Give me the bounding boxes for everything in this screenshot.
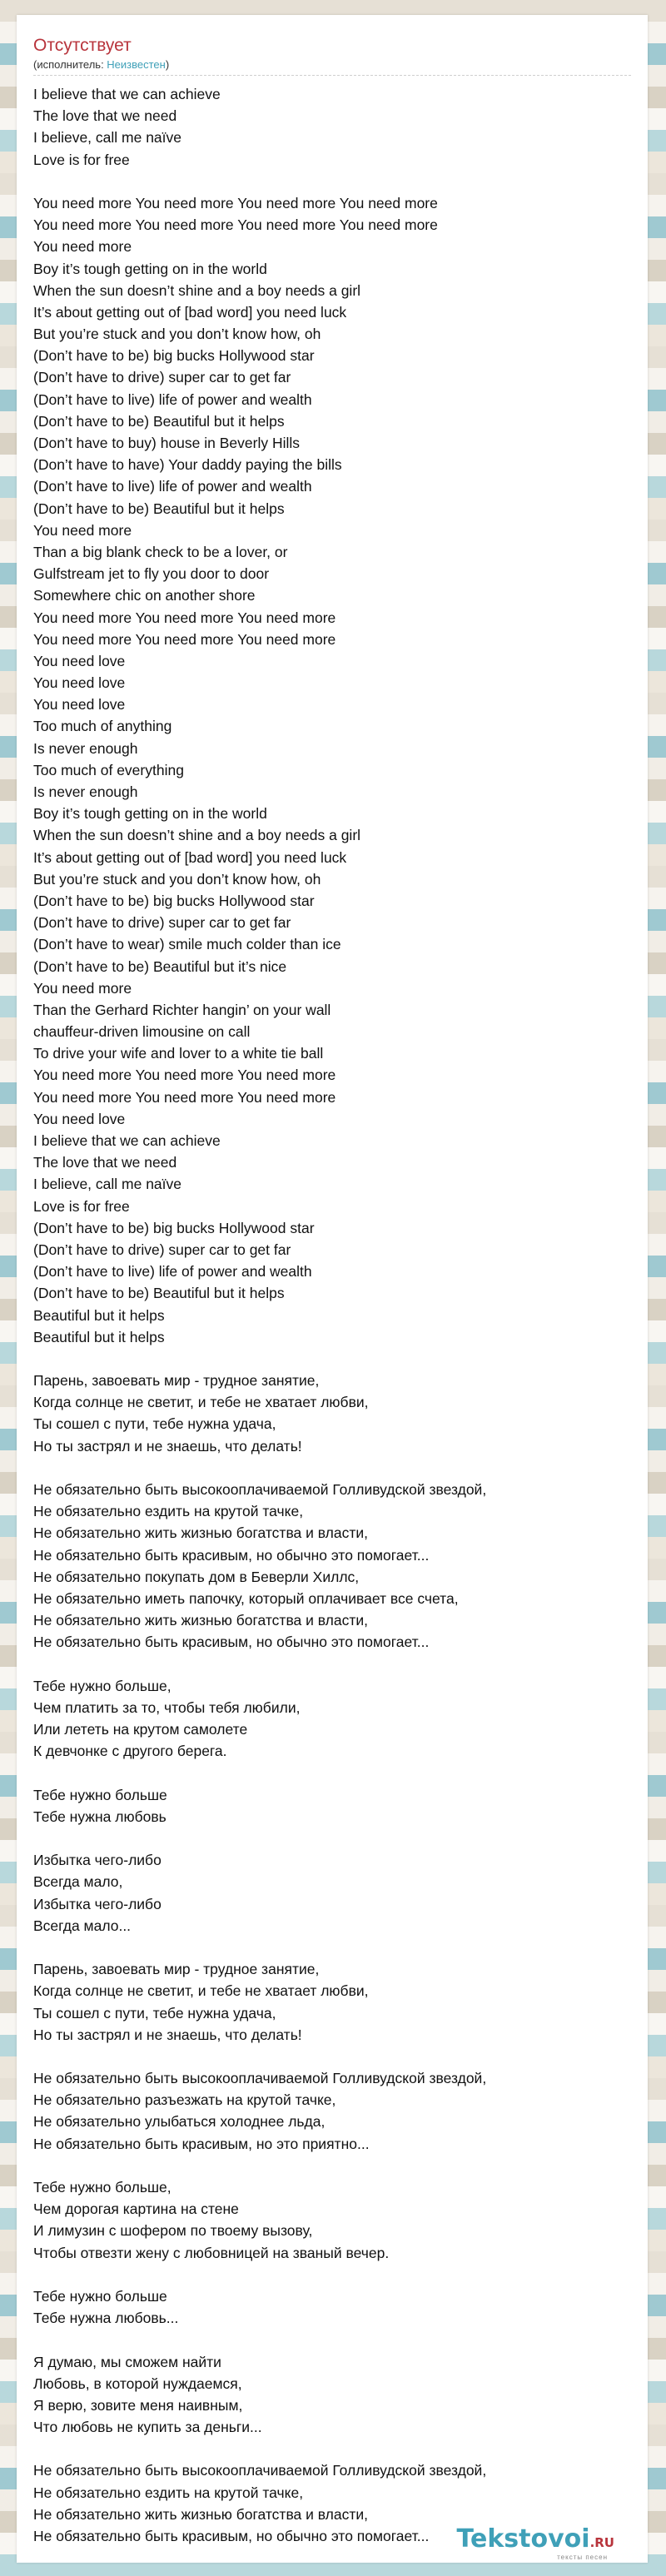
- lyric-line: (Don’t have to be) big bucks Hollywood star: [33, 347, 315, 365]
- artist-prefix: (исполнитель:: [33, 58, 107, 71]
- lyric-line: You need more You need more You need more: [33, 1088, 336, 1106]
- lyric-line: Не обязательно быть красивым, но обычно это помогает...: [33, 1546, 430, 1564]
- stanza: [33, 2351, 631, 2439]
- lyric-line: Чтобы отвезти жену с любовницей на званый вечер.: [33, 2244, 390, 2261]
- lyric-line: Beautiful but it helps: [33, 1328, 165, 1345]
- logo-tagline: тексты песен: [557, 2554, 608, 2561]
- lyric-line: I believe, call me naïve: [33, 129, 182, 147]
- lyric-line: Не обязательно быть красивым, но это приятно...: [33, 2135, 370, 2152]
- lyric-line: (Don’t have to wear) smile much colder than ice: [33, 936, 341, 953]
- artist-line: [33, 57, 631, 73]
- lyric-line: Is never enough: [33, 783, 138, 800]
- lyric-line: Ты сошел с пути, тебе нужна удача,: [33, 2004, 276, 2022]
- lyric-line: Тебе нужно больше,: [33, 2179, 171, 2196]
- lyric-line: Избытка чего-либо: [33, 1852, 162, 1869]
- lyric-line: (Don’t have to drive) super car to get far: [33, 1241, 291, 1258]
- lyric-line: (Don’t have to live) life of power and wealth: [33, 478, 312, 495]
- lyric-line: But you’re stuck and you don’t know how, oh: [33, 326, 321, 343]
- logo-main-text: Tekstovoi: [456, 2524, 590, 2554]
- lyric-line: Всегда мало...: [33, 1917, 132, 1934]
- lyric-line: Beautiful but it helps: [33, 1306, 165, 1324]
- lyric-line: Тебе нужна любовь...: [33, 2310, 179, 2327]
- lyric-line: (Don’t have to drive) super car to get far: [33, 914, 291, 932]
- lyric-line: (Don’t have to be) big bucks Hollywood star: [33, 892, 315, 909]
- lyric-line: I believe that we can achieve: [33, 86, 221, 102]
- stanza: [33, 1370, 631, 1457]
- lyric-line: Не обязательно жить жизнью богатства и власти,: [33, 1612, 369, 1629]
- lyric-line: И лимузин с шофером по твоему вызову,: [33, 2222, 313, 2240]
- lyric-line: Не обязательно быть красивым, но обычно это помогает...: [33, 2528, 430, 2544]
- lyric-line: (Don’t have to be) big bucks Hollywood star: [33, 1219, 315, 1236]
- lyric-line: Boy it’s tough getting on in the world: [33, 260, 267, 277]
- lyric-line: Gulfstream jet to fly you door to door: [33, 565, 270, 583]
- stanza: [33, 2067, 631, 2155]
- lyric-line: Не обязательно жить жизнью богатства и власти,: [33, 1524, 369, 1542]
- stanza: [33, 192, 631, 1348]
- page-title: Отсутствует: [33, 36, 132, 55]
- lyric-line: Я думаю, мы сможем найти: [33, 2353, 221, 2370]
- lyric-line: Не обязательно разъезжать на крутой тачке,: [33, 2091, 336, 2109]
- lyric-line: You need love: [33, 652, 126, 669]
- lyric-line: Но ты застрял и не знаешь, что делать!: [33, 1437, 302, 1455]
- lyric-line: Love is for free: [33, 151, 130, 168]
- lyric-line: К девчонке с другого берега.: [33, 1743, 227, 1760]
- lyric-line: I believe that we can achieve: [33, 1132, 221, 1149]
- stanza: [33, 1958, 631, 2046]
- lyric-line: Is never enough: [33, 739, 138, 757]
- lyric-line: Всегда мало,: [33, 1873, 123, 1891]
- stanza: [33, 1675, 631, 1763]
- lyric-line: You need more You need more You need more You need more: [33, 194, 438, 211]
- lyric-line: You need love: [33, 1110, 126, 1127]
- lyric-line: Парень, завоевать мир - трудное занятие,: [33, 1372, 320, 1390]
- lyric-line: You need more: [33, 979, 132, 997]
- lyric-line: Than the Gerhard Richter hangin’ on your wall: [33, 1001, 331, 1018]
- lyric-line: To drive your wife and lover to a white tie ball: [33, 1045, 324, 1062]
- lyric-line: (Don’t have to live) life of power and wealth: [33, 390, 312, 408]
- lyric-line: (Don’t have to be) Beautiful but it’s nice: [33, 957, 287, 975]
- lyric-line: (Don’t have to buy) house in Beverly Hills: [33, 435, 301, 451]
- logo-tld: .RU: [589, 2535, 614, 2550]
- lyric-line: chauffeur-driven limousine on call: [33, 1023, 251, 1041]
- lyric-line: (Don’t have to live) life of power and wealth: [33, 1263, 312, 1281]
- header-divider: [33, 75, 631, 76]
- stanza: [33, 1784, 631, 1828]
- lyric-line: Или лететь на крутом самолете: [33, 1721, 248, 1738]
- lyric-line: The love that we need: [33, 1154, 177, 1171]
- lyric-line: Чем платить за то, чтобы тебя любили,: [33, 1698, 301, 1716]
- lyric-line: Не обязательно ездить на крутой тачке,: [33, 1503, 304, 1520]
- lyric-line: It’s about getting out of [bad word] you need luck: [33, 848, 347, 866]
- lyric-line: I believe, call me naïve: [33, 1176, 182, 1193]
- lyric-line: The love that we need: [33, 107, 177, 125]
- stanza: [33, 1849, 631, 1937]
- lyric-line: Boy it’s tough getting on in the world: [33, 805, 267, 823]
- lyric-line: Too much of anything: [33, 718, 172, 735]
- lyric-line: Парень, завоевать мир - трудное занятие,: [33, 1961, 320, 1978]
- lyric-line: Не обязательно быть высокооплачиваемой Голливудской звездой,: [33, 1481, 487, 1498]
- lyric-line: Когда солнце не светит, и тебе не хватает любви,: [33, 1982, 369, 2000]
- lyric-line: (Don’t have to have) Your daddy paying the bills: [33, 456, 342, 474]
- lyric-line: It’s about getting out of [bad word] you need luck: [33, 303, 347, 321]
- lyric-line: You need more: [33, 521, 132, 539]
- lyric-line: When the sun doesn’t shine and a boy needs a girl: [33, 827, 361, 844]
- lyric-line: You need more You need more You need more: [33, 1067, 336, 1084]
- lyric-line: Somewhere chic on another shore: [33, 587, 256, 604]
- lyric-line: Тебе нужно больше,: [33, 1677, 171, 1694]
- lyric-line: (Don’t have to be) Beautiful but it helps: [33, 412, 285, 430]
- lyric-line: But you’re stuck and you don’t know how, oh: [33, 870, 321, 888]
- lyric-line: Ты сошел с пути, тебе нужна удача,: [33, 1415, 276, 1433]
- lyric-line: Не обязательно жить жизнью богатства и власти,: [33, 2505, 369, 2523]
- stanza: [33, 83, 631, 171]
- lyric-line: Что любовь не купить за деньги...: [33, 2419, 262, 2436]
- lyric-line: Than a big blank check to be a lover, or: [33, 543, 288, 560]
- lyric-line: Не обязательно покупать дом в Беверли Хиллс,: [33, 1568, 360, 1585]
- lyric-line: Love is for free: [33, 1197, 130, 1215]
- stanza: [33, 2176, 631, 2264]
- lyric-line: You need more You need more You need more: [33, 630, 336, 648]
- stanza: [33, 2285, 631, 2329]
- lyric-line: Не обязательно иметь папочку, который оплачивает все счета,: [33, 1589, 459, 1607]
- lyric-line: Избытка чего-либо: [33, 1895, 162, 1912]
- lyric-line: Но ты застрял и не знаешь, что делать!: [33, 2026, 302, 2043]
- lyric-line: Не обязательно быть высокооплачиваемой Голливудской звездой,: [33, 2070, 487, 2087]
- site-logo[interactable]: [457, 2526, 614, 2556]
- stanza: [33, 1479, 631, 1654]
- lyric-line: Тебе нужно больше: [33, 1786, 167, 1803]
- page-header: [33, 35, 631, 73]
- lyric-line: You need more You need more You need more: [33, 609, 336, 626]
- lyric-line: Не обязательно быть красивым, но обычно это помогает...: [33, 1634, 430, 1651]
- lyric-line: Тебе нужна любовь: [33, 1808, 166, 1825]
- lyric-line: Не обязательно улыбаться холоднее льда,: [33, 2113, 326, 2131]
- lyric-line: Too much of everything: [33, 761, 184, 778]
- lyric-line: Любовь, в которой нуждаемся,: [33, 2375, 242, 2392]
- artist-suffix: ): [165, 58, 170, 71]
- lyric-line: Чем дорогая картина на стене: [33, 2201, 239, 2218]
- lyric-line: You need more: [33, 238, 132, 256]
- lyric-line: When the sun doesn’t shine and a boy needs a girl: [33, 281, 361, 299]
- lyric-line: Не обязательно быть высокооплачиваемой Голливудской звездой,: [33, 2462, 487, 2479]
- lyric-line: (Don’t have to be) Beautiful but it helps: [33, 1285, 285, 1302]
- lyric-line: You need love: [33, 674, 126, 692]
- artist-link[interactable]: Неизвестен: [107, 58, 166, 71]
- lyric-line: Когда солнце не светит, и тебе не хватает любви,: [33, 1394, 369, 1411]
- lyrics-card: [17, 15, 648, 2563]
- lyric-line: You need more You need more You need more You need more: [33, 216, 438, 234]
- lyric-line: (Don’t have to drive) super car to get far: [33, 369, 291, 386]
- lyrics-text: [33, 83, 631, 2569]
- lyric-line: Тебе нужно больше: [33, 2287, 167, 2305]
- lyric-line: Не обязательно ездить на крутой тачке,: [33, 2484, 304, 2501]
- lyric-line: Я верю, зовите меня наивным,: [33, 2396, 243, 2414]
- lyric-line: You need love: [33, 696, 126, 714]
- lyric-line: (Don’t have to be) Beautiful but it helps: [33, 500, 285, 517]
